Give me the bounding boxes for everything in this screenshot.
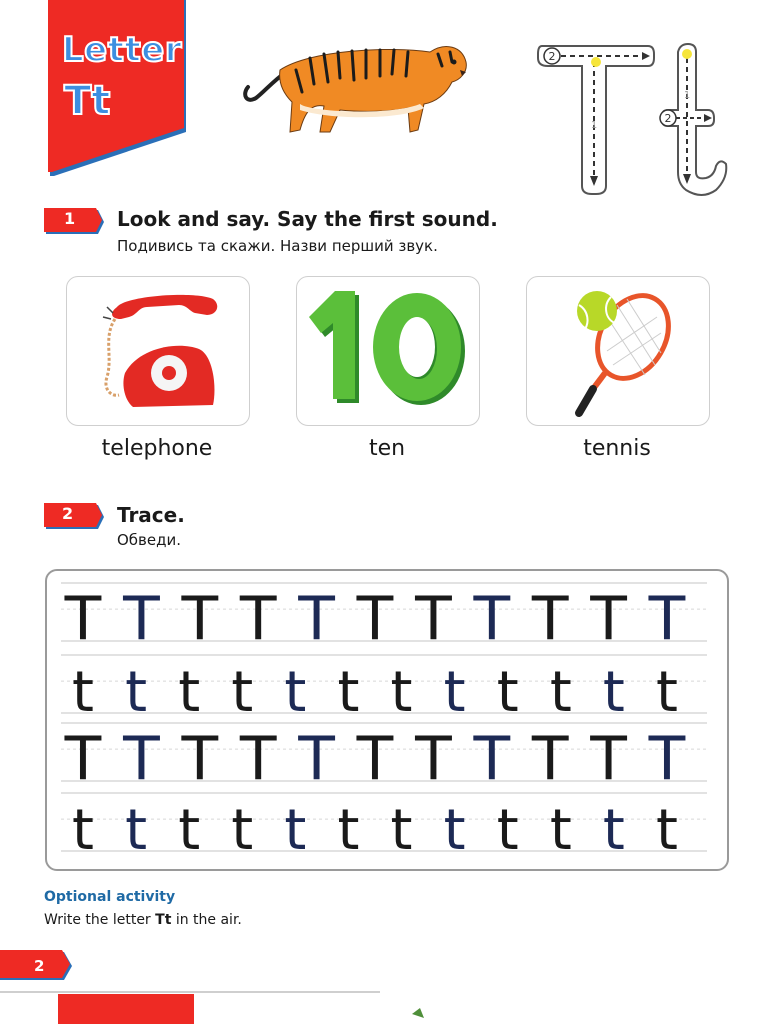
traced-letter: t	[549, 798, 572, 863]
traced-letter: t	[284, 798, 307, 863]
exercise-2-number: 2	[62, 504, 74, 523]
traced-letter: T	[415, 724, 452, 794]
title-banner	[48, 0, 188, 175]
traced-letter: t	[602, 660, 625, 725]
exercise-2-badge	[44, 501, 106, 531]
optional-activity-text: Write the letter Tt in the air.	[44, 912, 242, 928]
traced-letter: T	[181, 724, 219, 794]
traced-letter: T	[356, 724, 394, 794]
page-number: 2	[34, 957, 45, 975]
traced-letter: t	[231, 660, 254, 725]
traced-letter: t	[178, 798, 201, 863]
picture-card-tennis	[526, 276, 710, 426]
traced-letter: T	[473, 724, 511, 794]
traced-letter: T	[415, 584, 452, 654]
traced-letter: t	[443, 798, 466, 863]
traced-letter: t	[390, 798, 413, 863]
lower-step-2: 2	[664, 112, 672, 125]
exercise-1-subtitle: Подивись та скажи. Назви перший звук.	[117, 237, 438, 255]
picture-card-telephone	[66, 276, 250, 426]
upper-step-1: 1	[590, 120, 598, 131]
traced-letter: t	[178, 660, 201, 725]
title-letters: Tt	[64, 78, 111, 124]
number-ten-icon	[297, 277, 479, 425]
telephone-icon	[67, 277, 249, 425]
optional-activity-title: Optional activity	[44, 889, 176, 905]
traced-letter: t	[125, 798, 148, 863]
tracing-lines	[47, 571, 727, 869]
exercise-1-number: 1	[64, 209, 76, 228]
traced-letter: T	[239, 724, 277, 794]
traced-letter: t	[496, 798, 519, 863]
traced-letter: T	[473, 584, 511, 654]
traced-letter: t	[72, 660, 94, 725]
traced-letter: T	[123, 584, 160, 654]
traced-letter: T	[531, 584, 569, 654]
tracing-area[interactable]	[45, 569, 729, 871]
tiger-image	[240, 32, 470, 142]
traced-letter: T	[356, 584, 394, 654]
traced-letter: T	[648, 584, 686, 654]
traced-letter: t	[496, 660, 519, 725]
exercise-2-subtitle: Обведи.	[117, 531, 182, 549]
letter-tracing-guide	[530, 38, 730, 200]
exercise-1-title: Look and say. Say the first sound.	[117, 207, 498, 231]
tennis-racket-icon	[527, 277, 709, 425]
lower-step-1: 1	[683, 90, 691, 101]
traced-letter: t	[125, 660, 148, 725]
traced-letter: t	[337, 660, 360, 725]
traced-letter: t	[443, 660, 466, 725]
traced-letter: T	[531, 724, 569, 794]
traced-letter: T	[298, 584, 335, 654]
word-ten: ten	[368, 436, 406, 461]
title-word: Letter	[62, 30, 183, 70]
traced-letter: T	[64, 724, 102, 794]
traced-letter: T	[298, 724, 335, 794]
traced-letter: t	[72, 798, 94, 863]
traced-letter: T	[239, 584, 277, 654]
traced-letter: t	[656, 798, 678, 863]
traced-letter: t	[602, 798, 625, 863]
traced-letter: t	[284, 660, 307, 725]
traced-letter: t	[656, 660, 678, 725]
word-telephone: telephone	[101, 436, 213, 461]
traced-letter: T	[64, 584, 102, 654]
next-page-edge	[0, 990, 768, 1024]
traced-letter: t	[337, 798, 360, 863]
exercise-2-title: Trace.	[117, 503, 185, 527]
traced-letter: T	[123, 724, 160, 794]
traced-letter: t	[549, 660, 572, 725]
picture-card-ten	[296, 276, 480, 426]
traced-letter: T	[590, 584, 627, 654]
upper-step-2: 2	[548, 50, 556, 63]
word-tennis: tennis	[583, 436, 651, 461]
traced-letter: t	[231, 798, 254, 863]
traced-letter: T	[181, 584, 219, 654]
traced-letter: t	[390, 660, 413, 725]
traced-letter: T	[648, 724, 686, 794]
traced-letter: T	[590, 724, 627, 794]
